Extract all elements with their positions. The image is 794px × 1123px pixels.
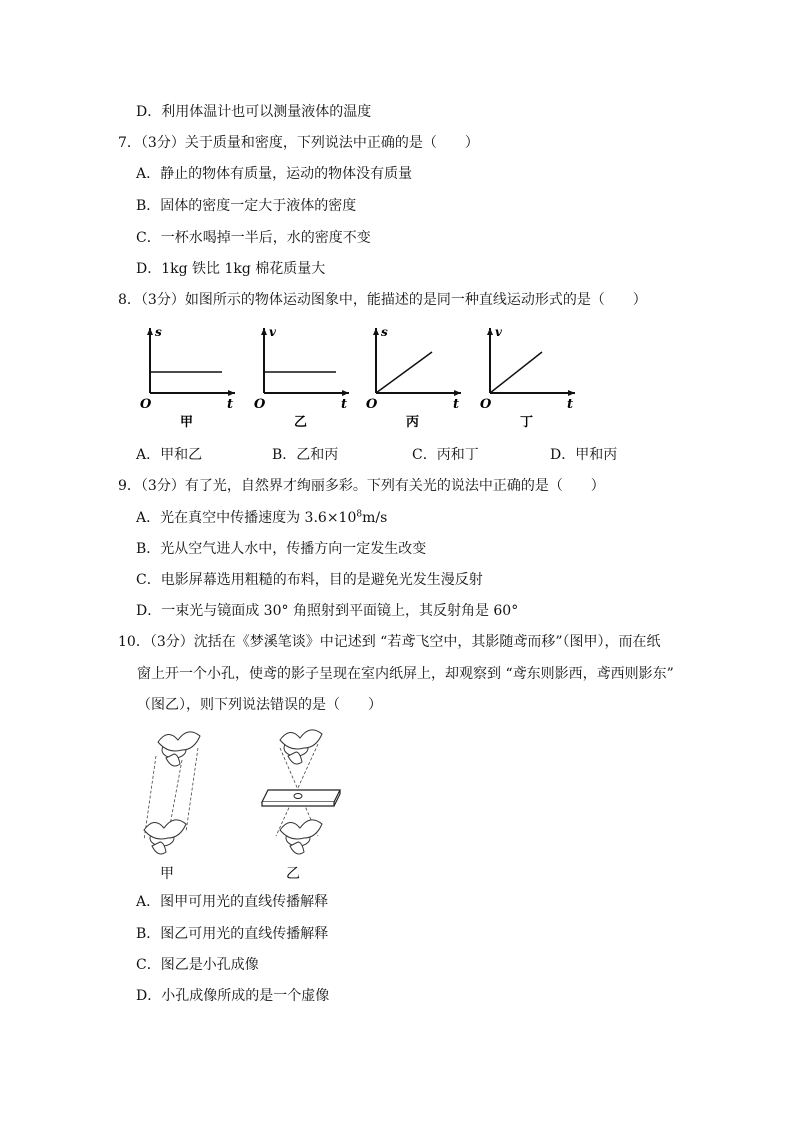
graph-bing-caption: 丙 [406,415,420,430]
q8-option-c: C．丙和丁 [412,447,479,463]
q8-stem: 8．（3分）如图所示的物体运动图象中，能描述的是同一种直线运动形式的是（ ） [118,292,647,308]
kite-shadow-figure [138,726,358,886]
paper-screen-with-pinhole [262,790,340,806]
q9-option-a [136,508,387,528]
graph-yi-origin: O [254,397,266,412]
kite-sky-jia [158,732,200,766]
q10-option-b: B．图乙可用光的直线传播解释 [136,926,329,942]
q10-option-d: D．小孔成像所成的是一个虚像 [136,988,330,1004]
graph-yi-xlabel: t [341,397,348,412]
q7-option-b: B．固体的密度一定大于液体的密度 [136,198,357,214]
q10-stem-line1: 10．（3分）沈括在《梦溪笔谈》中记述到 “若鸢飞空中，其影随鸢而移”（图甲），而在纸 [118,634,661,650]
graph-yi-ylabel: v [269,325,276,339]
q10-option-c: C．图乙是小孔成像 [136,957,259,973]
q9-stem: 9．（3分）有了光，自然界才绚丽多彩。下列有关光的说法中正确的是（ ） [118,478,605,494]
graph-yi [254,325,349,430]
graph-bing [366,325,461,430]
q10-option-a: A．图甲可用光的直线传播解释 [136,894,329,910]
graph-bing-origin: O [366,397,378,412]
q8-option-a: A．甲和乙 [136,447,203,463]
motion-graphs-figure [140,322,580,434]
graph-ding-ylabel: v [495,325,502,339]
q6-option-d: D．利用体温计也可以测量液体的温度 [136,104,372,120]
graph-ding-xlabel: t [567,397,574,412]
q10-stem-line3: （图乙），则下列说法错误的是（ ） [137,697,382,713]
graph-bing-ylabel: s [381,325,388,339]
q8-option-b: B．乙和丙 [272,447,339,463]
q7-option-c: C．一杯水喝掉一半后，水的密度不变 [136,230,371,246]
graph-ding [480,325,575,430]
q7-stem: 7．（3分）关于质量和密度，下列说法中正确的是（ ） [118,135,479,151]
q10-stem-line2: 窗上开一个小孔，使鸢的影子呈现在室内纸屏上，却观察到 “鸢东则影西，鸢西则影东” [137,666,674,682]
q9-option-a-unit: m/s [362,510,388,526]
q9-option-d: D．一束光与镜面成 30° 角照射到平面镜上，其反射角是 60° [136,603,519,619]
q9-option-c: C．电影屏幕选用粗糙的布料，目的是避免光发生漫反射 [136,572,483,588]
q9-option-a-exponent: 8 [356,509,363,520]
figure-yi [262,730,340,882]
graph-ding-caption: 丁 [520,415,534,430]
figure-jia [144,732,200,882]
q7-option-d: D．1kg 铁比 1kg 棉花质量大 [136,261,326,277]
ray-jia-right [186,748,198,832]
graph-jia [140,325,235,430]
graph-ding-origin: O [480,397,492,412]
figure-yi-label: 乙 [286,866,300,882]
graph-jia-xlabel: t [227,397,234,412]
kite-image-yi [280,820,322,854]
graph-jia-origin: O [140,397,152,412]
graph-yi-caption: 乙 [294,415,308,430]
q7-option-a: A．静止的物体有质量，运动的物体没有质量 [136,166,413,182]
graph-bing-xlabel: t [453,397,460,412]
figure-jia-label: 甲 [160,866,174,882]
graph-jia-caption: 甲 [180,415,194,430]
pinhole [294,794,302,799]
kite-sky-yi [280,730,322,764]
q9-option-a-text: A．光在真空中传播速度为 3.6×10 [136,510,357,526]
q8-options-row [136,445,656,465]
q8-option-d: D．甲和丙 [550,447,618,463]
q9-option-b: B．光从空气进人水中，传播方向一定发生改变 [136,541,427,557]
graph-jia-ylabel: s [155,325,162,339]
kite-shadow-jia [144,820,186,854]
